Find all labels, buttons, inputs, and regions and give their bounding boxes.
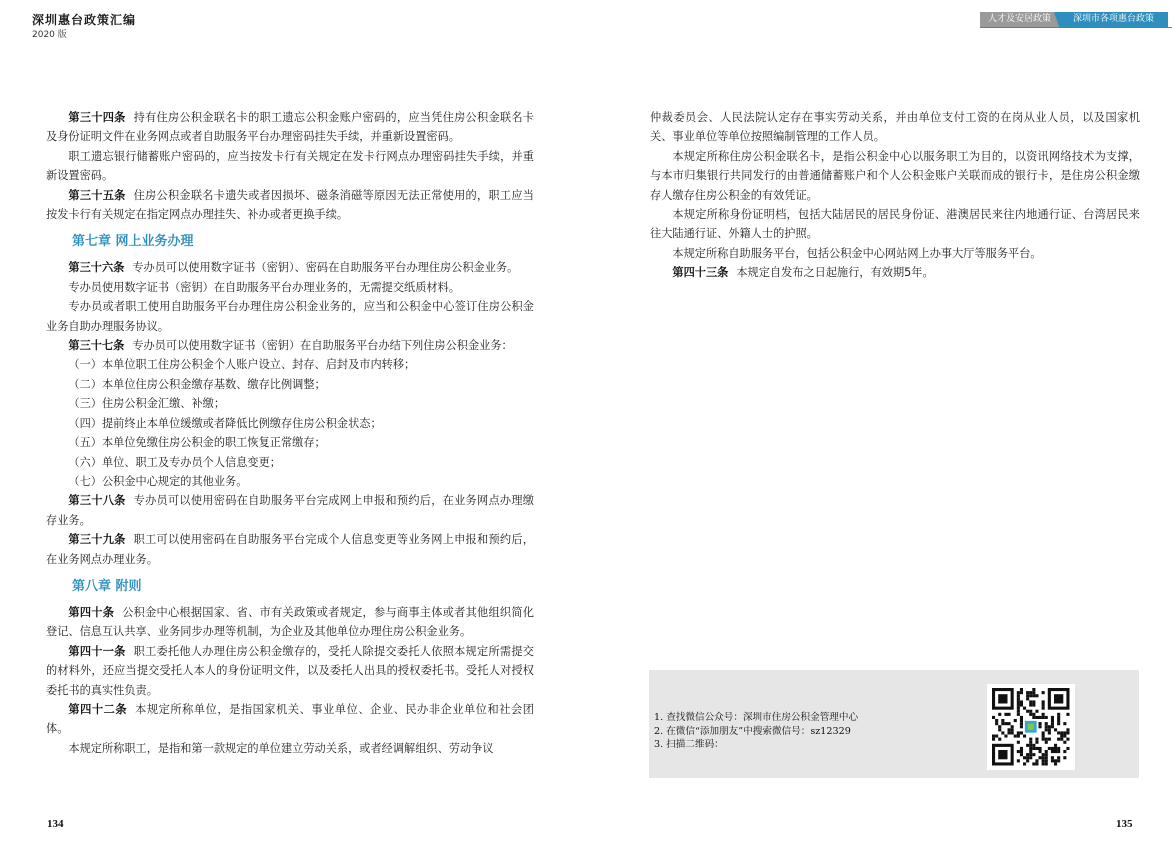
qr-code-graphic	[987, 684, 1075, 770]
paragraph-text: 专办员可以使用数字证书（密钥）、密码在自助服务平台办理住房公积金业务。	[132, 261, 519, 275]
article-number: 第四十二条	[68, 702, 128, 716]
article-number: 第四十条	[68, 605, 115, 619]
article-number: 第三十六条	[68, 261, 125, 275]
section-tab: 人才及安居政策	[980, 12, 1059, 27]
article-number: 第三十七条	[68, 339, 125, 353]
header-year: 2020 版	[32, 30, 67, 40]
paragraph: 仲裁委员会、人民法院认定存在事实劳动关系，并由单位支付工资的在岗从业人员，以及国家机关、事业单位等单位按照编制管理的工作人员。	[650, 111, 1140, 144]
list-item: （五）本单位免缴住房公积金的职工恢复正常缴存；	[68, 436, 326, 450]
list-item: （七）公积金中心规定的其他业务。	[68, 474, 248, 488]
paragraph	[46, 491, 534, 530]
paragraph: 本规定所称身份证明档，包括大陆居民的居民身份证、港澳居民来往内地通行证、台湾居民来往大陆通行证、外籍人士的护照。	[650, 208, 1140, 241]
paragraph: 职工遗忘银行储蓄账户密码的，应当按发卡行有关规定在发卡行网点办理密码挂失手续，并重新设置密码。	[46, 149, 534, 183]
article-number: 第三十五条	[68, 188, 126, 202]
left-column	[46, 108, 534, 758]
article-number: 第三十四条	[68, 111, 126, 124]
paragraph-text: 职工可以使用密码在自助服务平台完成个人信息变更等业务网上申报和预约后，在业务网点办理业务。	[46, 533, 534, 566]
paragraph-text: 专办员可以使用数字证书（密钥）在自助服务平台办结下列住房公积金业务：	[132, 339, 513, 353]
paragraph: 本规定所称职工，是指和第一款规定的单位建立劳动关系，或者经调解组织、劳动争议	[68, 741, 494, 755]
chapter-heading: 第七章 网上业务办理	[72, 234, 194, 250]
qr-instruction-2: 2. 在微信“添加朋友”中搜索微信号：sz12329	[654, 725, 851, 737]
article-number: 第三十九条	[68, 533, 126, 547]
chapter-heading: 第八章 附则	[72, 578, 142, 594]
list-item: （二）本单位住房公积金缴存基数、缴存比例调整；	[68, 377, 326, 391]
page-number-left: 134	[47, 818, 64, 830]
paragraph	[46, 108, 534, 147]
subsection-tab: 深圳市各项惠台政策	[1059, 12, 1168, 27]
paragraph	[46, 603, 534, 642]
paragraph: 专办员使用数字证书（密钥）在自助服务平台办理业务的，无需提交纸质材料。	[68, 280, 460, 294]
header-tabs	[980, 12, 1168, 27]
paragraph-text: 专办员可以使用密码在自助服务平台完成网上申报和预约后，在业务网点办理缴存业务。	[46, 494, 534, 527]
list-item: （三）住房公积金汇缴、补缴；	[68, 397, 226, 411]
paragraph-text: 公积金中心根据国家、省、市有关政策或者规定，参与商事主体或者其他组织简化登记、信息互认共享、业务同步办理等机制，为企业及其他单位办理住房公积金业务。	[46, 605, 534, 639]
paragraph	[46, 186, 534, 225]
list-item: （六）单位、职工及专办员个人信息变更；	[68, 455, 281, 469]
paragraph: 本规定所称住房公积金联名卡，是指公积金中心以服务职工为目的，以资讯网络技术为支撑，与本市归集银行共同发行的由普通储蓄账户和个人公积金账户关联而成的银行卡，是住房公积金缴存人缴存住房公积金的有效凭证。	[650, 149, 1140, 202]
list-item: （一）本单位职工住房公积金个人账户设立、封存、启封及市内转移；	[68, 358, 416, 372]
list-item: （四）提前终止本单位缓缴或者降低比例缴存住房公积金状态；	[68, 416, 382, 430]
right-column	[650, 108, 1140, 283]
paragraph	[46, 258, 534, 277]
paragraph	[46, 642, 534, 700]
article-number: 第四十一条	[68, 644, 126, 658]
paragraph-text: 本规定所称单位，是指国家机关、事业单位、企业、民办非企业单位和社会团体。	[46, 702, 534, 736]
paragraph-text: 持有住房公积金联名卡的职工遗忘公积金账户密码的，应当凭住房公积金联名卡及身份证明文件在业务网点或者自助服务平台办理密码挂失手续，并重新设置密码。	[46, 111, 534, 144]
qr-instruction-1: 1. 查找微信公众号：深圳市住房公积金管理中心	[654, 712, 859, 723]
paragraph-text: 住房公积金联名卡遗失或者因损坏、磁条消磁等原因无法正常使用的，职工应当按发卡行有关规定在指定网点办理挂失、补办或者更换手续。	[46, 188, 534, 222]
article-number: 第四十三条	[672, 266, 729, 280]
paragraph	[46, 530, 534, 569]
page-number-right: 135	[1116, 818, 1133, 830]
qr-instruction-3: 3. 扫描二维码：	[654, 739, 724, 750]
paragraph	[650, 263, 1140, 282]
article-number: 第三十八条	[68, 494, 126, 508]
paragraph: 专办员或者职工使用自助服务平台办理住房公积金业务的，应当和公积金中心签订住房公积金业务自助办理服务协议。	[46, 300, 534, 333]
paragraph	[46, 336, 534, 355]
header-title: 深圳惠台政策汇编	[32, 13, 137, 27]
qr-code-icon[interactable]	[987, 684, 1075, 770]
paragraph-text: 本规定自发布之日起施行，有效期5年。	[736, 266, 934, 280]
qr-instructions	[654, 711, 858, 752]
paragraph-text: 职工委托他人办理住房公积金缴存的，受托人除提交委托人依照本规定所需提交的材料外，还应当提交受托人本人的身份证明文件，以及委托人出具的授权委托书。受托人对授权委托书的真实性负责。	[46, 644, 534, 697]
paragraph	[46, 700, 534, 739]
header-rule	[980, 27, 1172, 28]
paragraph: 本规定所称自助服务平台，包括公积金中心网站网上办事大厅等服务平台。	[672, 246, 1042, 260]
